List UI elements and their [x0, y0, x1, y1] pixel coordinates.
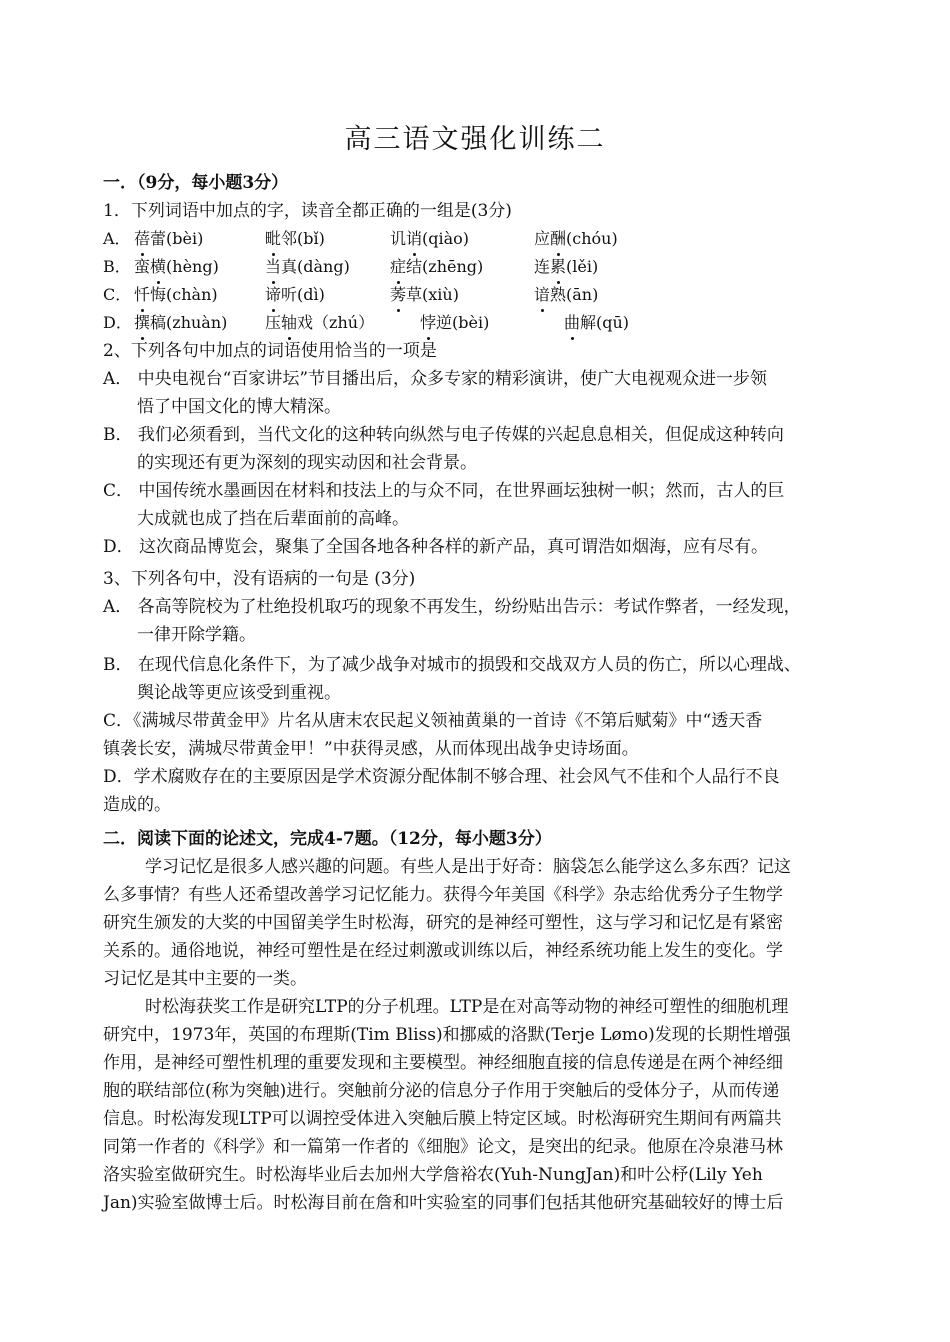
passage-p1-line: 关系的。通俗地说，神经可塑性是在经过刺激或训练以后，神经系统功能上发生的变化。学: [103, 941, 783, 961]
emphasis-dot-char: 诮: [406, 225, 422, 253]
passage-p1-line: 研究生颁发的大奖的中国留美学生时松海，研究的是神经可塑性，这与学习和记忆是有紧密: [103, 913, 783, 933]
emphasis-dot-char: 谙: [534, 281, 550, 309]
emphasis-dot-char: 横: [150, 253, 166, 281]
word-prefix: 应: [534, 229, 551, 248]
word-suffix-pinyin: 听(dì): [281, 285, 325, 304]
q2-option-b-line1: B． 我们必须看到，当代文化的这种转向纵然与电子传媒的兴起息息相关，但促成这种转向: [103, 425, 784, 445]
q1-option-letter: B．: [103, 257, 131, 276]
emphasis-dot-char: 忏: [134, 281, 150, 309]
q1-option-letter: A．: [103, 229, 131, 248]
passage-p2-line: 胞的联结部位(称为突触)进行。突触前分泌的信息分子作用于突触后的受体分子，从而传递: [103, 1081, 780, 1101]
q2-option-a-line2: 悟了中国文化的博大精深。: [137, 397, 341, 417]
q1-word-item: [534, 253, 598, 281]
emphasis-dot-char: 悖: [420, 309, 436, 337]
emphasis-dot-char: 蓓: [134, 225, 150, 253]
word-suffix-pinyin: 蕾(bèi): [150, 229, 204, 248]
word-suffix-pinyin: 戏（zhú）: [297, 313, 375, 332]
q2-option-a-line1: A． 中央电视台“百家讲坛”节目播出后，众多专家的精彩演讲，使广大电视观众进一步领: [103, 369, 768, 389]
q1-word-item: [534, 281, 598, 309]
q1-word-item: [134, 253, 219, 281]
q1-option-letter: D．: [103, 313, 132, 332]
q3-option-c-line2: 镇袭长安，满城尽带黄金甲！”中获得灵感，从而体现出战争史诗场面。: [103, 739, 639, 759]
q1-word-item: [390, 281, 459, 309]
word-suffix-pinyin: (hèng): [166, 257, 219, 276]
q1-word-item: [390, 253, 483, 281]
q1-word-item: [265, 225, 325, 253]
q2-option-c-line2: 大成就也成了挡在后辈面前的高峰。: [137, 509, 409, 529]
passage-p2-line: 洛实验室做研究生。时松海毕业后去加州大学詹裕农(Yuh-NungJan)和叶公杼(Lily Yeh: [103, 1165, 763, 1185]
q3-option-d-line1: D．学术腐败存在的主要原因是学术资源分配体制不够合理、社会风气不佳和个人品行不良: [103, 767, 780, 787]
q3-option-b-line2: 舆论战等更应该受到重视。: [137, 683, 341, 703]
word-prefix: 讥: [390, 229, 407, 248]
page-title: 高三语文强化训练二: [344, 124, 606, 155]
q3-option-a-line1: A． 各高等院校为了杜绝投机取巧的现象不再发生，纷纷贴出告示：考试作弊者，一经发现，: [103, 597, 801, 617]
word-prefix: 蛮: [134, 257, 151, 276]
passage-p2-line: 时松海获奖工作是研究LTP的分子机理。LTP是在对高等动物的神经可塑性的细胞机理: [145, 997, 789, 1017]
passage-p2-line: 同第一作者的《科学》和一篇第一作者的《细胞》论文，是突出的纪录。他原在冷泉港马林: [103, 1137, 783, 1157]
word-suffix-pinyin: 草(xiù): [406, 285, 459, 304]
emphasis-dot-char: 当: [265, 253, 281, 281]
word-suffix-pinyin: 熟(ān): [550, 285, 599, 304]
q1-word-item: [134, 225, 203, 253]
word-suffix-pinyin: 解(qū): [580, 313, 630, 332]
q3-stem: 3、下列各句中，没有语病的一句是 (3分): [103, 569, 416, 589]
q2-option-d: D． 这次商品博览会，聚集了全国各地各种各样的新产品，真可谓浩如烟海，应有尽有。: [103, 537, 769, 557]
q1-word-item: [265, 281, 325, 309]
section-2-heading: 二．阅读下面的论述文，完成4-7题。（12分，每小题3分）: [103, 829, 552, 849]
passage-p2-line: 作用，是神经可塑性机理的重要发现和主要模型。神经细胞直接的信息传递是在两个神经细: [103, 1053, 783, 1073]
section-1-heading: 一．（9分，每小题3分）: [103, 173, 289, 193]
q3-option-a-line2: 一律开除学籍。: [137, 625, 256, 645]
passage-p1-line: 习记忆是其中主要的一类。: [103, 969, 307, 989]
emphasis-dot-char: 轴: [281, 309, 297, 337]
passage-p1-line: 么多事情？有些人还希望改善学习记忆能力。获得今年美国《科学》杂志给优秀分子生物学: [103, 885, 783, 905]
q1-option-letter: C．: [103, 285, 132, 304]
q1-word-item: [134, 281, 218, 309]
q1-word-item: [564, 309, 629, 337]
emphasis-dot-char: 莠: [390, 281, 406, 309]
word-suffix-pinyin: (qiào): [422, 229, 470, 248]
word-suffix-pinyin: (chóu): [566, 229, 618, 248]
q3-option-c-line1: C．《满城尽带黄金甲》片名从唐末农民起义领袖黄巢的一首诗《不第后赋菊》中“透天香: [103, 711, 763, 731]
q2-option-c-line1: C． 中国传统水墨画因在材料和技法上的与众不同，在世界画坛独树一帜；然而，古人的巨: [103, 481, 785, 501]
emphasis-dot-char: 曲: [564, 309, 580, 337]
emphasis-dot-char: 撰: [134, 309, 150, 337]
q3-option-d-line2: 造成的。: [103, 795, 171, 815]
passage-p2-line: 信息。时松海发现LTP可以调控受体进入突触后膜上特定区域。时松海研究生期间有两篇共: [103, 1109, 782, 1129]
q2-stem: 2、下列各句中加点的词语使用恰当的一项是: [103, 341, 437, 361]
emphasis-dot-char: 症: [390, 253, 406, 281]
word-suffix-pinyin: 悔(chàn): [150, 285, 218, 304]
emphasis-dot-char: 毗: [265, 225, 281, 253]
passage-p1-line: 学习记忆是很多人感兴趣的问题。有些人是出于好奇：脑袋怎么能学这么多东西？记这: [145, 857, 791, 877]
q1-word-item: [420, 309, 489, 337]
q1-word-item: [265, 309, 374, 337]
word-suffix-pinyin: 真(dàng): [281, 257, 350, 276]
emphasis-dot-char: 酬: [550, 225, 566, 253]
word-prefix: 压: [265, 313, 282, 332]
emphasis-dot-char: 谛: [265, 281, 281, 309]
word-suffix-pinyin: (lěi): [566, 257, 599, 276]
word-suffix-pinyin: 逆(bèi): [436, 313, 490, 332]
q3-option-b-line1: B． 在现代信息化条件下，为了减少战争对城市的损毁和交战双方人员的伤亡，所以心理战、: [103, 655, 801, 675]
passage-p2-line: Jan)实验室做博士后。时松海目前在詹和叶实验室的同事们包括其他研究基础较好的博士后: [103, 1193, 784, 1213]
word-suffix-pinyin: 稿(zhuàn): [150, 313, 228, 332]
emphasis-dot-char: 累: [550, 253, 566, 281]
q1-stem: 1．下列词语中加点的字，读音全都正确的一组是(3分): [103, 201, 512, 221]
q2-option-b-line2: 的实现还有更为深刻的现实动因和社会背景。: [137, 453, 477, 473]
word-suffix-pinyin: 结(zhēng): [406, 257, 484, 276]
word-suffix-pinyin: 邻(bǐ): [281, 229, 325, 248]
q1-word-item: [390, 225, 469, 253]
q1-word-item: [265, 253, 350, 281]
q1-word-item: [534, 225, 618, 253]
word-prefix: 连: [534, 257, 551, 276]
q1-word-item: [134, 309, 227, 337]
passage-p2-line: 研究中，1973年，英国的布理斯(Tim Bliss)和挪威的洛默(Terje Lømo)发现的长期性增强: [103, 1025, 791, 1045]
